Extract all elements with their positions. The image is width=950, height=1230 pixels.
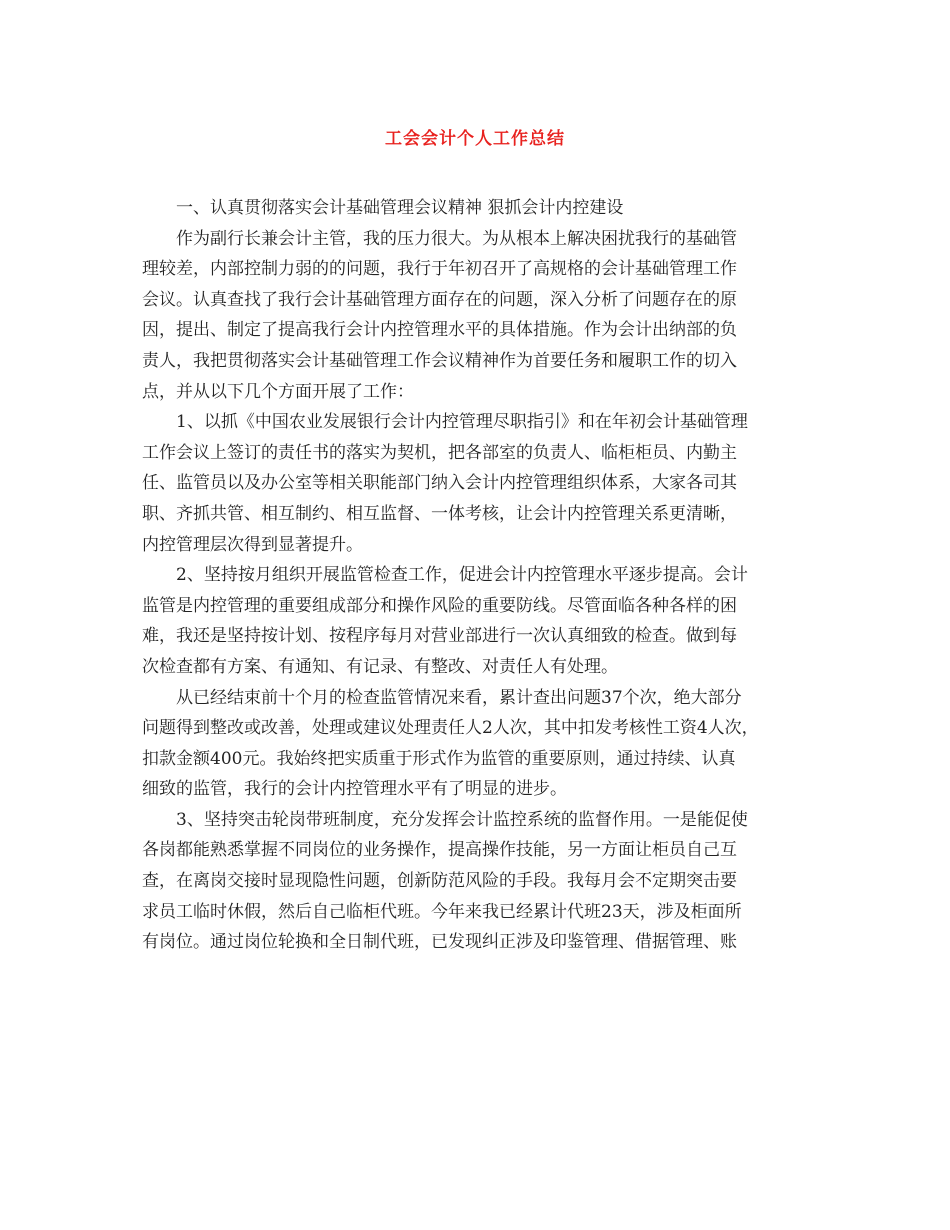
- text-line: 扣款金额400元。我始终把实质重于形式作为监管的重要原则，通过持续、认真: [142, 748, 736, 769]
- text-line: 点，并从以下几个方面开展了工作：: [142, 381, 414, 402]
- text-line: 理较差，内部控制力弱的的问题，我行于年初召开了高规格的会计基础管理工作: [142, 259, 737, 280]
- text-line: 1、以抓《中国农业发展银行会计内控管理尽职指引》和在年初会计基础管理: [176, 412, 748, 433]
- text-line: 监管是内控管理的重要组成部分和操作风险的重要防线。尽管面临各种各样的困: [142, 595, 737, 616]
- text-line: 任、监管员以及办公室等相关职能部门纳入会计内控管理组织体系，大家各司其: [142, 473, 737, 494]
- text-line: 查，在离岗交接时显现隐性问题，创新防范风险的手段。我每月会不定期突击要: [142, 871, 737, 892]
- text-line: 问题得到整改或改善，处理或建议处理责任人2人次，其中扣发考核性工资4人次，: [142, 718, 759, 739]
- text-line: 内控管理层次得到显著提升。: [142, 534, 363, 555]
- text-line: 责人，我把贯彻落实会计基础管理工作会议精神作为首要任务和履职工作的切入: [142, 350, 737, 371]
- text-line: 作为副行长兼会计主管，我的压力很大。为从根本上解决困扰我行的基础管: [176, 228, 737, 249]
- text-line: 次检查都有方案、有通知、有记录、有整改、对责任人有处理。: [142, 656, 618, 677]
- text-line: 2、坚持按月组织开展监管检查工作，促进会计内控管理水平逐步提高。会计: [176, 565, 748, 586]
- text-line: 会议。认真查找了我行会计基础管理方面存在的问题，深入分析了问题存在的原: [142, 289, 737, 310]
- text-line: 3、坚持突击轮岗带班制度，充分发挥会计监控系统的监督作用。一是能促使: [176, 809, 748, 830]
- text-line: 从已经结束前十个月的检查监管情况来看，累计查出问题37个次，绝大部分: [176, 687, 742, 708]
- text-line: 职、齐抓共管、相互制约、相互监督、一体考核，让会计内控管理关系更清晰，: [142, 503, 737, 524]
- text-line: 一、认真贯彻落实会计基础管理会议精神 狠抓会计内控建设: [176, 198, 624, 218]
- text-line: 难，我还是坚持按计划、按程序每月对营业部进行一次认真细致的检查。做到每: [142, 626, 737, 647]
- document-title: 工会会计个人工作总结: [385, 129, 565, 149]
- text-line: 细致的监管，我行的会计内控管理水平有了明显的进步。: [142, 779, 567, 800]
- text-line: 求员工临时休假，然后自己临柜代班。今年来我已经累计代班23天，涉及柜面所: [142, 901, 742, 922]
- text-line: 有岗位。通过岗位轮换和全日制代班，已发现纠正涉及印鉴管理、借据管理、账: [142, 932, 737, 953]
- text-line: 因，提出、制定了提高我行会计内控管理水平的具体措施。作为会计出纳部的负: [142, 320, 737, 341]
- document-body: [142, 193, 832, 958]
- text-line: 各岗都能熟悉掌握不同岗位的业务操作，提高操作技能，另一方面让柜员自己互: [142, 840, 737, 861]
- text-line: 工作会议上签订的责任书的落实为契机，把各部室的负责人、临柜柜员、内勤主: [142, 442, 737, 463]
